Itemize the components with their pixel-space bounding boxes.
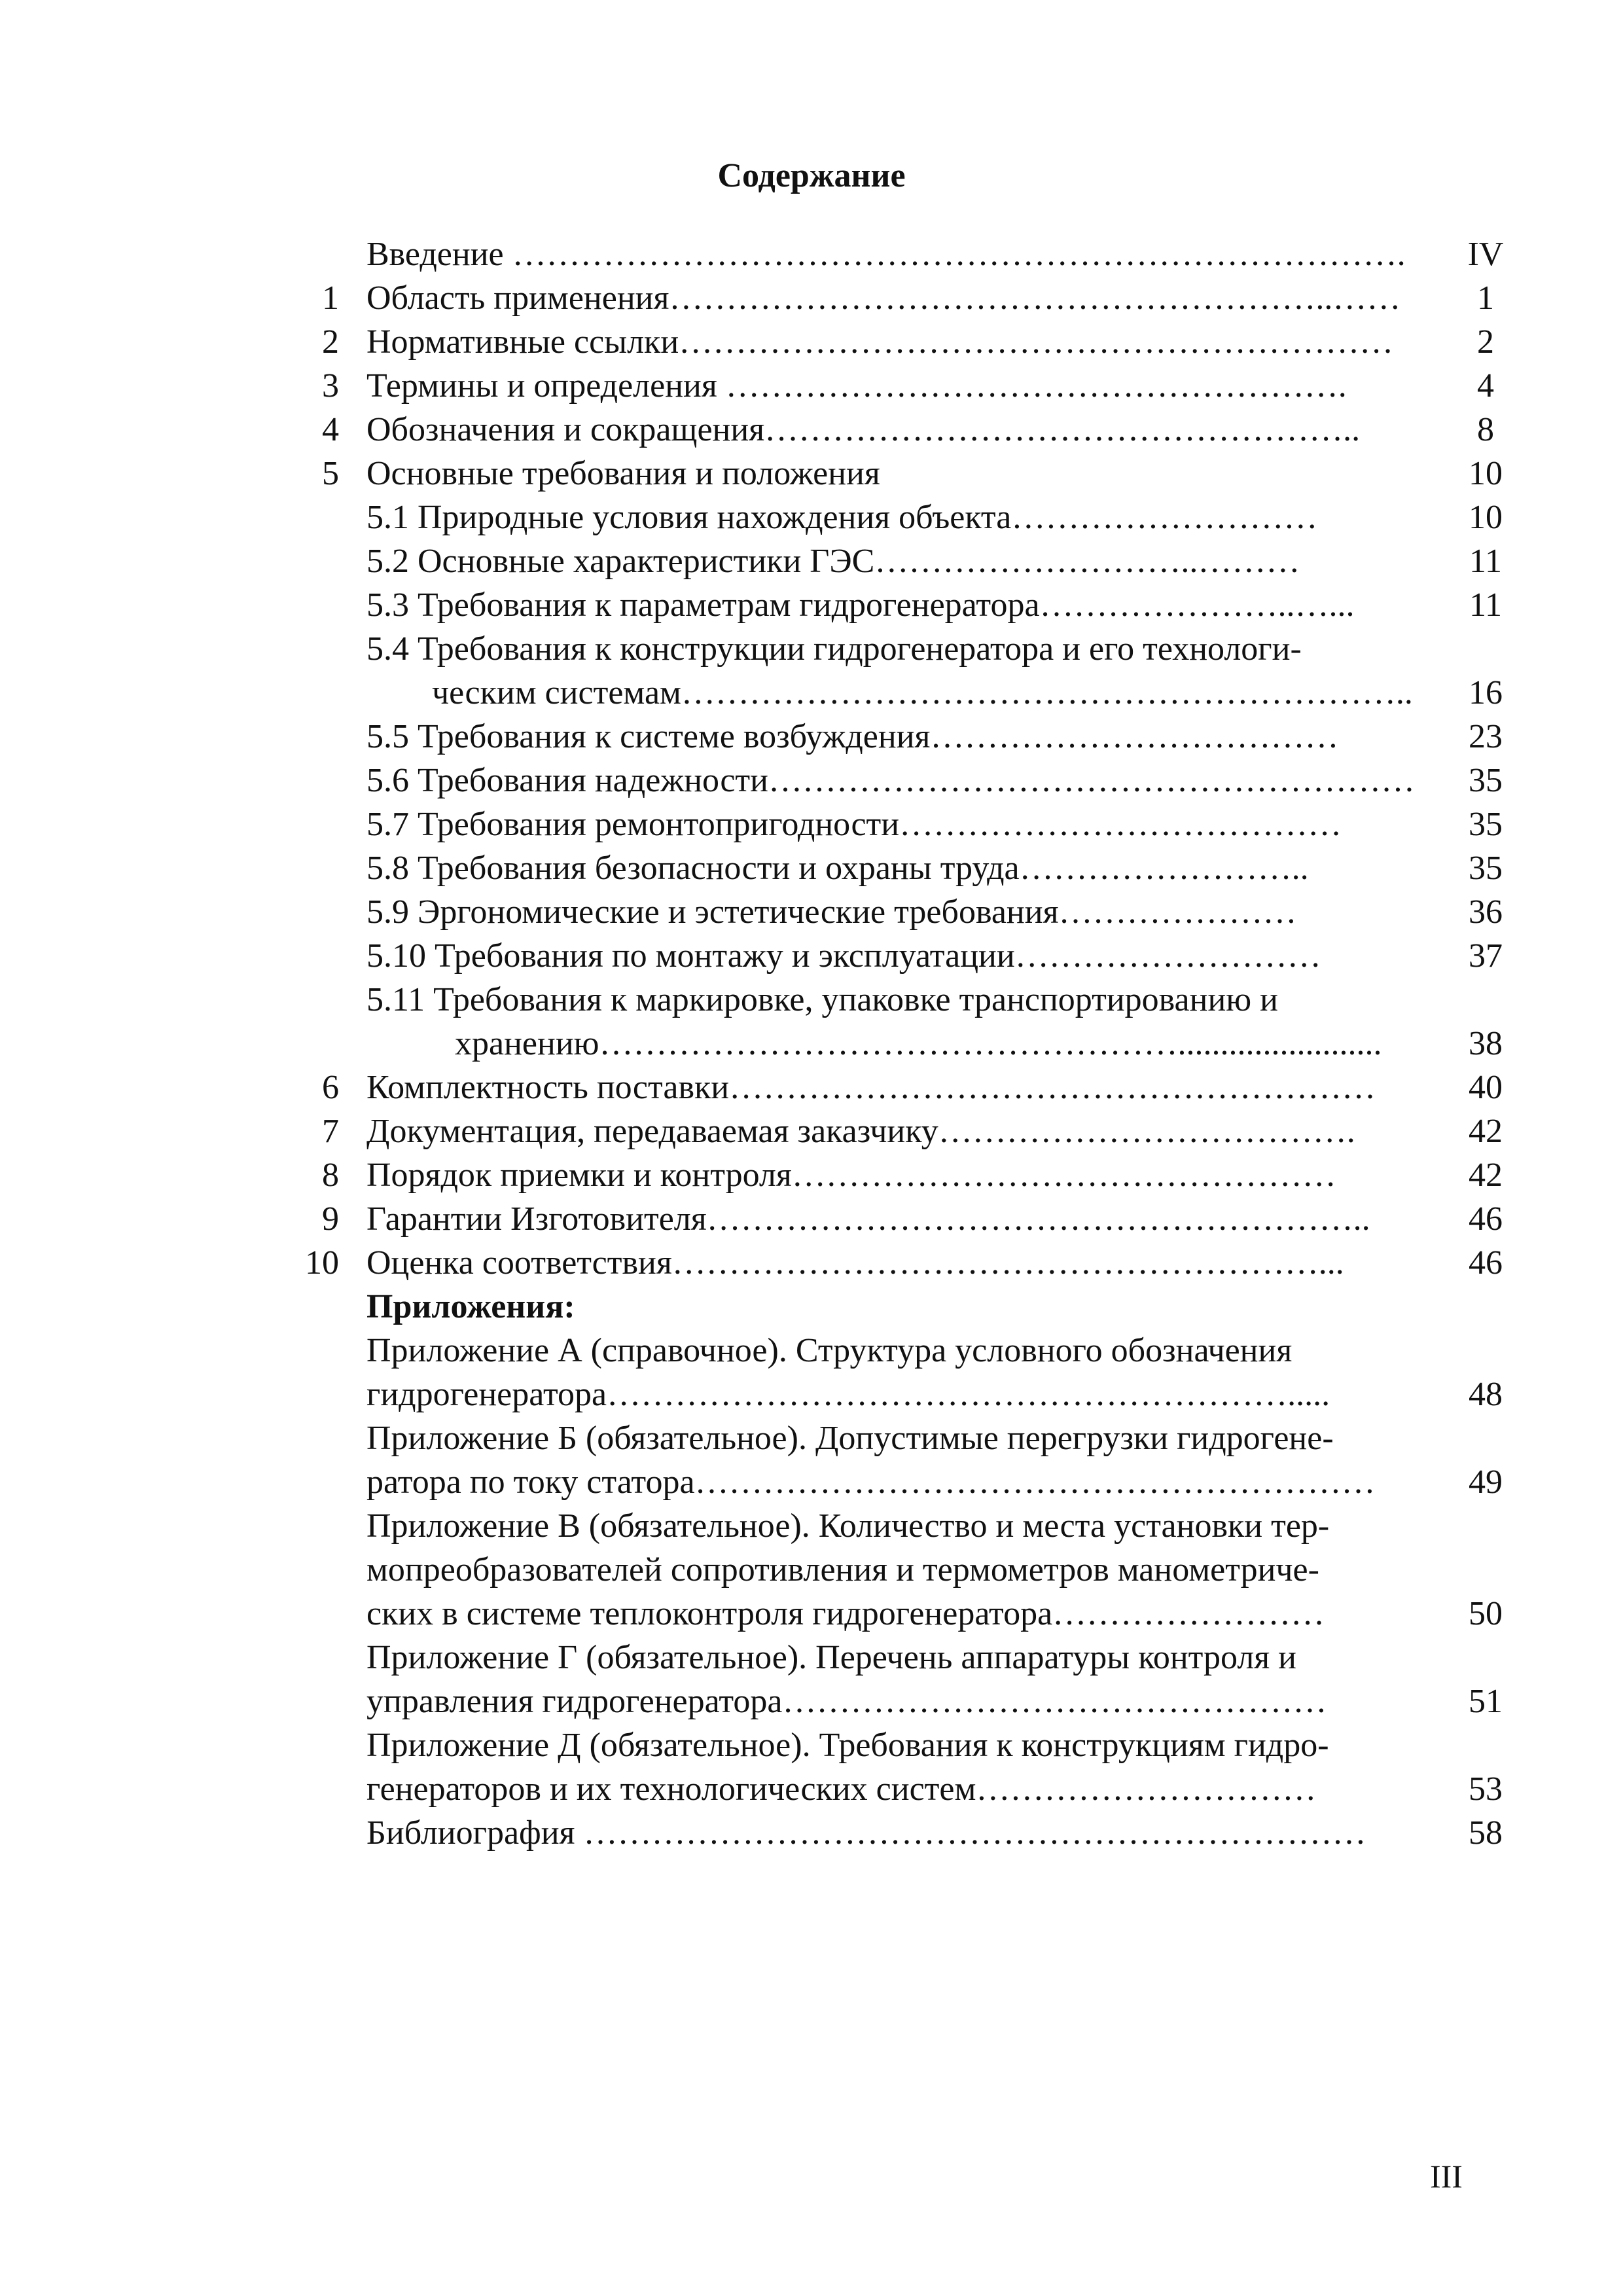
toc-row: [0, 1416, 1623, 1460]
toc-row: [0, 539, 1623, 583]
toc-page-number: 10: [1469, 499, 1503, 536]
toc-page-number: 42: [1469, 1113, 1503, 1150]
toc-row: [0, 276, 1623, 320]
toc-row: [0, 1548, 1623, 1592]
toc-entry-title: Гарантии Изготовителя…………………………………………………..: [366, 1200, 1370, 1238]
toc-entry-title: 5.3 Требования к параметрам гидрогенератора…………………..…...: [366, 586, 1355, 624]
toc-row: [0, 1285, 1623, 1329]
toc-page-number: 11: [1469, 586, 1503, 624]
toc-row: [0, 890, 1623, 934]
toc-row: [0, 1153, 1623, 1197]
toc-entry-title: 5.6 Требования надежности…………………………………………………: [366, 762, 1415, 799]
toc-entry-title: Оценка соответствия…………………………………………………...: [366, 1244, 1344, 1282]
toc-entry-title: мопреобразователей сопротивления и термометров манометриче-: [366, 1551, 1319, 1588]
toc-section-number: 9: [322, 1200, 339, 1238]
toc-row: [0, 978, 1623, 1022]
toc-row: [0, 1767, 1623, 1811]
toc-entry-title: генераторов и их технологических систем…………………………: [366, 1770, 1317, 1808]
toc-page-number: 35: [1469, 806, 1503, 843]
toc-entry-title: 5.1 Природные условия нахождения объекта………………………: [366, 499, 1318, 536]
toc-entry-title: Приложение Б (обязательное). Допустимые перегрузки гидрогене-: [366, 1420, 1334, 1457]
toc-row: [0, 1066, 1623, 1109]
toc-row: [0, 1022, 1623, 1066]
toc-page-number: 37: [1469, 937, 1503, 975]
page-title: [0, 153, 1623, 199]
toc-page-number: 42: [1469, 1157, 1503, 1194]
toc-section-number: 8: [322, 1157, 339, 1194]
toc-page-number: 8: [1477, 411, 1494, 448]
toc-row: [0, 408, 1623, 452]
toc-entry-title: Введение …………………………………………………………………….: [366, 236, 1406, 273]
toc-row: [0, 846, 1623, 890]
toc-entry-title: хранению……………………………………………........................: [455, 1025, 1382, 1062]
toc-page-number: IV: [1467, 236, 1504, 273]
toc-page-number: 10: [1469, 455, 1503, 492]
toc-entry-title: Документация, передаваемая заказчику……………………………….: [366, 1113, 1355, 1150]
toc-row: [0, 1460, 1623, 1504]
toc-page-number: 16: [1469, 674, 1503, 711]
toc-row: [0, 802, 1623, 846]
toc-row: [0, 232, 1623, 276]
toc-entry-title: 5.11 Требования к маркировке, упаковке транспортированию и: [366, 981, 1278, 1018]
page-number: III: [1430, 2158, 1463, 2195]
toc-section-number: 7: [322, 1113, 339, 1150]
toc-row: [0, 627, 1623, 671]
toc-page-number: 49: [1469, 1463, 1503, 1501]
table-of-contents: [0, 232, 1623, 1855]
toc-page-number: 51: [1469, 1683, 1503, 1720]
toc-row: [0, 1636, 1623, 1679]
toc-section-number: 1: [322, 279, 339, 317]
toc-row: [0, 320, 1623, 364]
toc-entry-title: Обозначения и сокращения……………………………………………..: [366, 411, 1361, 448]
toc-section-number: 10: [305, 1244, 339, 1282]
toc-section-number: 4: [322, 411, 339, 448]
toc-entry-title: ратора по току статора……………………………………………………: [366, 1463, 1376, 1501]
toc-entry-title: Комплектность поставки…………………………………………………: [366, 1069, 1376, 1106]
toc-entry-title: 5.5 Требования к системе возбуждения………………………………: [366, 718, 1339, 755]
toc-row: [0, 364, 1623, 408]
toc-entry-title: Порядок приемки и контроля…………………………………………: [366, 1157, 1336, 1194]
toc-row: [0, 1811, 1623, 1855]
toc-entry-title: 5.2 Основные характеристики ГЭС………………………..………: [366, 543, 1300, 580]
toc-page-number: 53: [1469, 1770, 1503, 1808]
toc-row: [0, 1329, 1623, 1372]
toc-row: [0, 1723, 1623, 1767]
toc-page-number: 2: [1477, 323, 1494, 361]
toc-row: [0, 495, 1623, 539]
toc-row: [0, 1679, 1623, 1723]
toc-row: [0, 671, 1623, 715]
toc-entry-title: Приложение Д (обязательное). Требования к конструкциям гидро-: [366, 1727, 1329, 1764]
toc-entry-title: Нормативные ссылки………………………………………………………: [366, 323, 1394, 361]
toc-entry-title: управления гидрогенератора…………………………………………: [366, 1683, 1327, 1720]
toc-page-number: 46: [1469, 1200, 1503, 1238]
toc-page-number: 36: [1469, 893, 1503, 931]
toc-section-number: 6: [322, 1069, 339, 1106]
toc-entry-title: Приложение Г (обязательное). Перечень аппаратуры контроля и: [366, 1639, 1297, 1676]
toc-page-number: 4: [1477, 367, 1494, 404]
toc-row: [0, 452, 1623, 495]
toc-page-number: 1: [1477, 279, 1494, 317]
toc-entry-title: ских в системе теплоконтроля гидрогенератора……………………: [366, 1595, 1325, 1632]
toc-page-number: 50: [1469, 1595, 1503, 1632]
toc-page-number: 48: [1469, 1376, 1503, 1413]
toc-entry-title: Приложение В (обязательное). Количество и места установки тер-: [366, 1507, 1330, 1545]
toc-entry-title: 5.10 Требования по монтажу и эксплуатации………………………: [366, 937, 1321, 975]
toc-entry-title: 5.7 Требования ремонтопригодности…………………………………: [366, 806, 1342, 843]
toc-row: [0, 715, 1623, 759]
toc-entry-title: гидрогенератора…………………………………………………….....: [366, 1376, 1330, 1413]
toc-entry-title: Термины и определения ……………………………………………….: [366, 367, 1347, 404]
toc-row: [0, 1372, 1623, 1416]
toc-row: [0, 759, 1623, 802]
toc-section-number: 3: [322, 367, 339, 404]
toc-page-number: 46: [1469, 1244, 1503, 1282]
toc-page-number: 35: [1469, 850, 1503, 887]
toc-entry-title: Область применения…………………………………………………..……: [366, 279, 1401, 317]
toc-page-number: 58: [1469, 1814, 1503, 1852]
toc-entry-title: Приложение А (справочное). Структура условного обозначения: [366, 1332, 1293, 1369]
toc-row: [0, 1109, 1623, 1153]
toc-page-number: 38: [1469, 1025, 1503, 1062]
page-title-text: Содержание: [717, 157, 906, 194]
toc-entry-title: Основные требования и положения: [366, 455, 880, 492]
toc-row: [0, 934, 1623, 978]
toc-row: [0, 1197, 1623, 1241]
toc-entry-title: Библиография ……………………………………………………………: [366, 1814, 1366, 1852]
toc-entry-title: ческим системам………………………………………………………..: [432, 674, 1413, 711]
toc-section-number: 2: [322, 323, 339, 361]
toc-page-number: 23: [1469, 718, 1503, 755]
toc-row: [0, 1241, 1623, 1285]
toc-entry-title: 5.9 Эргономические и эстетические требования…………………: [366, 893, 1297, 931]
toc-row: [0, 1504, 1623, 1548]
toc-entry-title: 5.8 Требования безопасности и охраны труда……………………..: [366, 850, 1309, 887]
toc-section-number: 5: [322, 455, 339, 492]
toc-row: [0, 1592, 1623, 1636]
toc-page-number: 35: [1469, 762, 1503, 799]
toc-row: [0, 583, 1623, 627]
toc-page-number: 11: [1469, 543, 1503, 580]
toc-entry-title: 5.4 Требования к конструкции гидрогенератора и его технологи-: [366, 630, 1302, 668]
toc-entry-title: Приложения:: [366, 1288, 575, 1325]
toc-page-number: 40: [1469, 1069, 1503, 1106]
